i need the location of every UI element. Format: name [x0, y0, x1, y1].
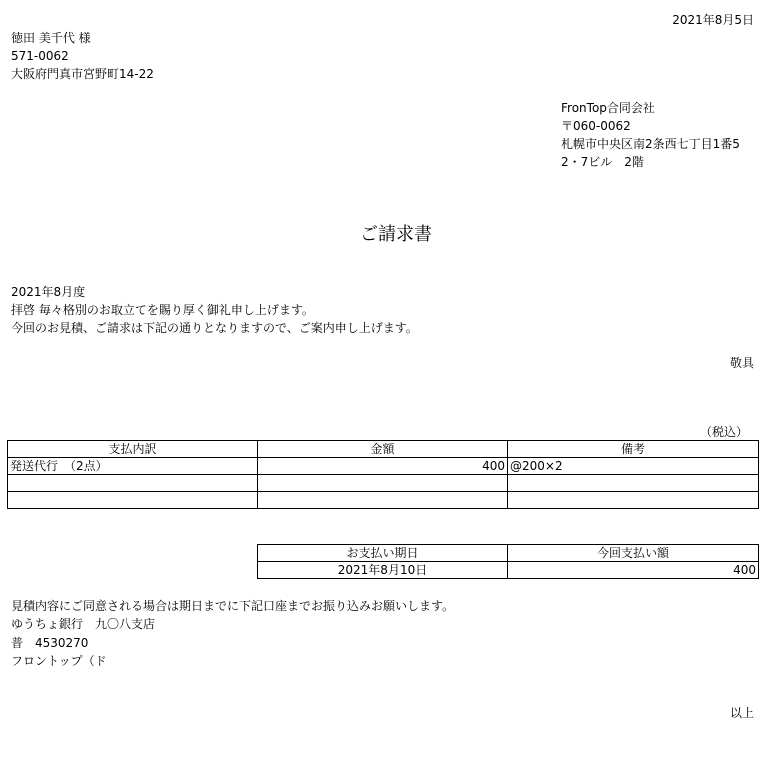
column-header: 備考	[508, 441, 759, 458]
account-holder: フロントップ（ド	[11, 654, 107, 668]
recipient-address: 大阪府門真市宮野町14-22	[11, 67, 154, 81]
payment-table	[257, 544, 759, 579]
payment-due-date: 2021年8月10日	[258, 562, 508, 579]
table-row	[258, 562, 759, 579]
table-row	[8, 492, 759, 509]
sender-address-1: 札幌市中央区南2条西七丁目1番5	[561, 137, 740, 151]
items-table	[7, 440, 759, 509]
greeting-line-2: 今回のお見積、ご請求は下記の通りとなりますので、ご案内申し上げます。	[11, 321, 418, 335]
item-description: 発送代行 （2点）	[8, 458, 258, 475]
payment-amount: 400	[508, 562, 759, 579]
column-header: 金額	[258, 441, 508, 458]
bank-name: ゆうちょ銀行 九〇八支店	[11, 617, 156, 631]
column-header: お支払い期日	[258, 545, 508, 562]
item-amount: 400	[258, 458, 508, 475]
column-header: 今回支払い額	[508, 545, 759, 562]
table-row	[8, 458, 759, 475]
sender-postal: 〒060-0062	[561, 119, 631, 133]
recipient-postal: 571-0062	[11, 49, 69, 63]
end-mark: 以上	[729, 706, 754, 720]
payment-table-header	[258, 545, 759, 562]
column-header: 支払内訳	[8, 441, 258, 458]
table-row	[8, 475, 759, 492]
sender-company: FronTop合同会社	[561, 101, 655, 115]
greeting-line-1: 拝啓 毎々格別のお取立てを賜り厚く御礼申し上げます。	[11, 303, 314, 317]
item-description	[8, 492, 258, 509]
billing-period: 2021年8月度	[11, 285, 86, 299]
bank-account: 普 4530270	[11, 636, 89, 650]
item-amount	[258, 475, 508, 492]
sender-address-2: 2・7ビル 2階	[561, 155, 644, 169]
invoice-date: 2021年8月5日	[672, 13, 754, 27]
document-title: ご請求書	[360, 224, 432, 245]
recipient-name: 徳田 美千代 様	[11, 31, 91, 45]
item-description	[8, 475, 258, 492]
items-table-header	[8, 441, 759, 458]
item-remarks	[508, 475, 759, 492]
item-remarks	[508, 492, 759, 509]
bank-transfer-note: 見積内容にご同意される場合は期日までに下記口座までお振り込みお願いします。	[11, 599, 455, 613]
closing-keigu: 敬具	[729, 356, 754, 370]
tax-note: （税込）	[699, 425, 748, 439]
item-amount	[258, 492, 508, 509]
item-remarks: @200×2	[508, 458, 759, 475]
